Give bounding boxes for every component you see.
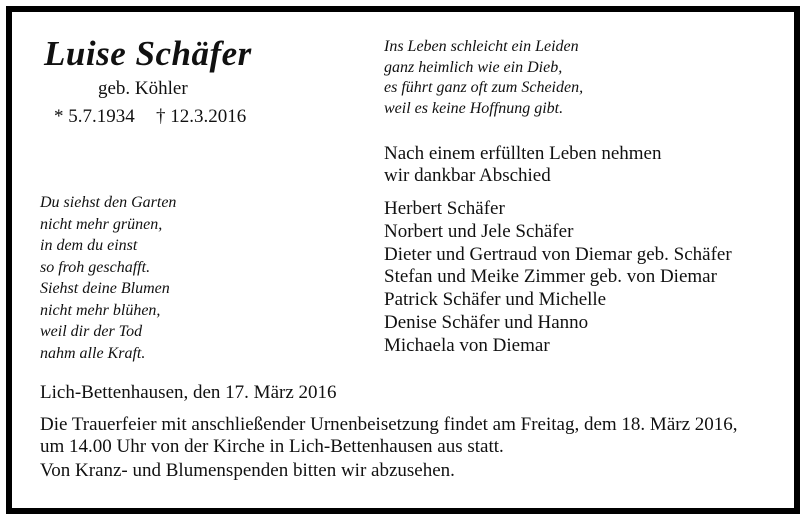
poem-line: Ins Leben schleicht ein Leiden (384, 38, 579, 55)
poem-line: nahm alle Kraft. (40, 344, 146, 362)
poem-line: es führt ganz oft zum Scheiden, (384, 79, 584, 96)
funeral-notice (40, 414, 738, 458)
mourner-name: Michaela von Diemar (384, 334, 550, 356)
poem-line: in dem du einst (40, 237, 138, 254)
poem-line: nicht mehr blühen, (40, 301, 161, 319)
birth-date: * 5.7.1934 (54, 106, 135, 127)
death-date: † 12.3.2016 (156, 106, 247, 127)
mourner-name: Dieter und Gertraud von Diemar geb. Schäfer (384, 243, 732, 265)
farewell-text (384, 143, 662, 187)
poem-line: Siehst deine Blumen (40, 280, 170, 297)
place-date: Lich-Bettenhausen, den 17. März 2016 (40, 382, 337, 403)
poem-line: nicht mehr grünen, (40, 215, 163, 233)
poem-line: so froh geschafft. (40, 258, 151, 276)
farewell-line: Nach einem erfüllten Leben nehmen (384, 143, 662, 164)
mourner-name: Denise Schäfer und Hanno (384, 311, 589, 333)
deceased-name: Luise Schäfer (44, 34, 252, 73)
birth-name: geb. Köhler (98, 78, 188, 99)
poem-left (40, 192, 176, 364)
funeral-line: Die Trauerfeier mit anschließender Urnenbeisetzung findet am Freitag, dem 18. März 2016, (40, 414, 738, 435)
donations-notice: Von Kranz- und Blumenspenden bitten wir abzusehen. (40, 460, 455, 481)
poem-line: Du siehst den Garten (40, 194, 177, 211)
mourner-name: Herbert Schäfer (384, 198, 505, 219)
poem-top (384, 37, 583, 119)
poem-line: weil es keine Hoffnung gibt. (384, 99, 564, 117)
funeral-line: um 14.00 Uhr von der Kirche in Lich-Bettenhausen aus statt. (40, 436, 504, 457)
farewell-line: wir dankbar Abschied (384, 165, 551, 186)
mourner-name: Stefan und Meike Zimmer geb. von Diemar (384, 266, 717, 288)
mourner-name: Norbert und Jele Schäfer (384, 220, 574, 242)
poem-line: weil dir der Tod (40, 323, 143, 340)
mourners-list (384, 198, 732, 358)
mourner-name: Patrick Schäfer und Michelle (384, 289, 607, 311)
poem-line: ganz heimlich wie ein Dieb, (384, 58, 563, 76)
